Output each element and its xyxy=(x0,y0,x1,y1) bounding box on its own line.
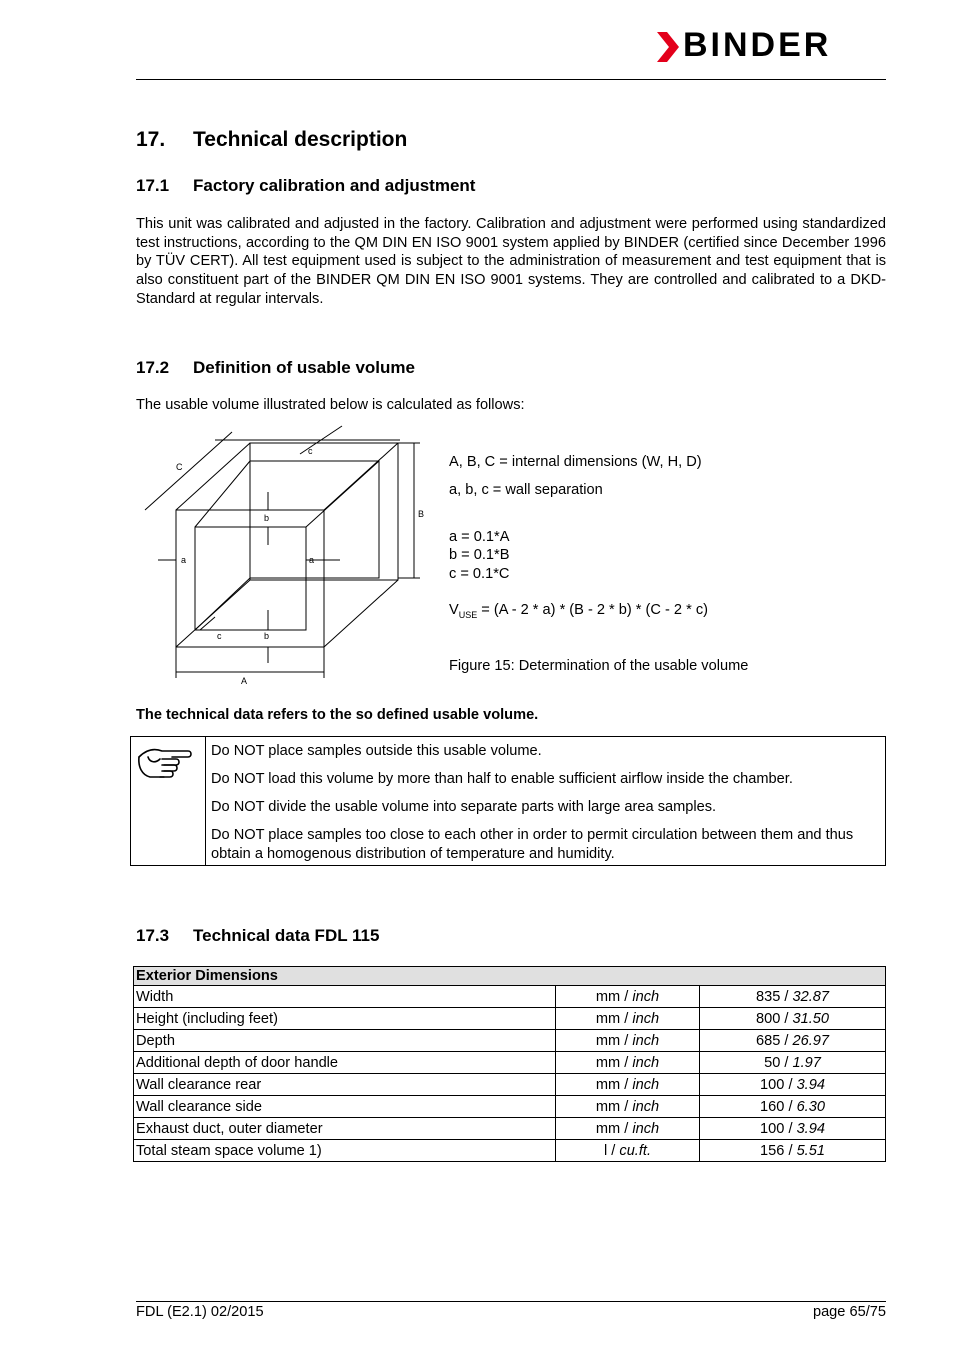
row-label: Width xyxy=(134,986,556,1008)
label-b-bottom: b xyxy=(264,631,270,641)
usable-volume-diagram xyxy=(140,420,440,692)
label-a-right: a xyxy=(309,555,315,565)
subsection-heading-17-2: 17.2 Definition of usable volume xyxy=(136,358,415,377)
notice-icon-cell xyxy=(131,737,206,865)
brand-name: BINDER xyxy=(683,26,832,64)
row-label: Total steam space volume 1) xyxy=(134,1140,556,1162)
footer-document-id: FDL (E2.1) 02/2015 xyxy=(136,1304,264,1320)
table-row xyxy=(134,1030,886,1052)
notice-line: Do NOT divide the usable volume into separate parts with large area samples. xyxy=(211,799,717,815)
table-row xyxy=(134,1052,886,1074)
row-unit: mm / inch xyxy=(556,1008,700,1030)
table-row xyxy=(134,1074,886,1096)
row-unit: mm / inch xyxy=(556,1118,700,1140)
notice-line: Do NOT place samples outside this usable volume. xyxy=(211,743,542,759)
notice-line: Do NOT place samples too close to each other in order to permit circulation between them and thus obtain a homogenous distribution of temperature and humidity. xyxy=(211,827,854,862)
row-value: 100 / 3.94 xyxy=(700,1074,886,1096)
legend-dimensions: A, B, C = internal dimensions (W, H, D) xyxy=(449,454,702,470)
figure-caption: Figure 15: Determination of the usable volume xyxy=(449,658,749,674)
footer-divider xyxy=(136,1301,886,1302)
row-label: Height (including feet) xyxy=(134,1008,556,1030)
row-value: 50 / 1.97 xyxy=(700,1052,886,1074)
calibration-paragraph: This unit was calibrated and adjusted in the factory. Calibration and adjustment were performed using standardized test instructions, according to the QM DIN EN ISO 9001 system applied by BINDER (certified since December 1996 by TÜV CERT). All test equipment used is subject to the administration of measurement and test equipment that is also constituent part of the BINDER QM DIN EN ISO 9001 systems. They are controlled and calibrated to a DKD-Standard at regular intervals. xyxy=(136,216,886,307)
row-value: 156 / 5.51 xyxy=(700,1140,886,1162)
pointing-hand-icon xyxy=(136,743,194,783)
notice-lines xyxy=(211,742,876,873)
header-divider xyxy=(136,79,886,80)
binder-logo xyxy=(655,26,887,64)
row-unit: mm / inch xyxy=(556,986,700,1008)
label-a-left: a xyxy=(181,555,187,565)
subsection-heading-17-3: 17.3 Technical data FDL 115 xyxy=(136,926,380,945)
row-value: 100 / 3.94 xyxy=(700,1118,886,1140)
table-row xyxy=(134,1096,886,1118)
label-c-bottom: c xyxy=(217,631,222,641)
label-b-top: b xyxy=(264,513,270,523)
row-value: 160 / 6.30 xyxy=(700,1096,886,1118)
row-unit: mm / inch xyxy=(556,1096,700,1118)
table-row xyxy=(134,986,886,1008)
legend-wall-separation: a, b, c = wall separation xyxy=(449,482,603,498)
subsection-heading-17-1: 17.1 Factory calibration and adjustment xyxy=(136,176,476,195)
table-section-row xyxy=(134,967,886,986)
binder-chevron-icon xyxy=(655,30,681,64)
usable-volume-formula: $V_{USE} = (A - 2 * a) * (B - 2 * b) * (C - 2 * c)$ xyxy=(449,602,708,620)
row-label: Wall clearance side xyxy=(134,1096,556,1118)
row-unit: mm / inch xyxy=(556,1074,700,1096)
label-c-top: c xyxy=(308,446,313,456)
equation-b: b = 0.1*B xyxy=(449,547,510,563)
row-label: Depth xyxy=(134,1030,556,1052)
usable-volume-intro: The usable volume illustrated below is calculated as follows: xyxy=(136,397,525,413)
row-value: 835 / 32.87 xyxy=(700,986,886,1008)
notice-box xyxy=(130,736,886,866)
row-label: Exhaust duct, outer diameter xyxy=(134,1118,556,1140)
row-unit: mm / inch xyxy=(556,1052,700,1074)
notice-line: Do NOT load this volume by more than half to enable sufficient airflow inside the chamber. xyxy=(211,771,793,787)
footer-page-number: page 65/75 xyxy=(812,1304,886,1320)
row-unit: mm / inch xyxy=(556,1030,700,1052)
technical-data-note: The technical data refers to the so defined usable volume. xyxy=(136,707,539,723)
row-value: 685 / 26.97 xyxy=(700,1030,886,1052)
label-A: A xyxy=(241,676,248,686)
label-B: B xyxy=(418,509,425,519)
row-value: 800 / 31.50 xyxy=(700,1008,886,1030)
table-row xyxy=(134,1008,886,1030)
row-unit: l / cu.ft. xyxy=(556,1140,700,1162)
technical-data-table xyxy=(133,966,886,1162)
table-row xyxy=(134,1140,886,1162)
row-label: Wall clearance rear xyxy=(134,1074,556,1096)
label-C: C xyxy=(176,462,183,472)
row-label: Additional depth of door handle xyxy=(134,1052,556,1074)
equation-a: a = 0.1*A xyxy=(449,529,510,545)
equation-c: c = 0.1*C xyxy=(449,566,510,582)
table-row xyxy=(134,1118,886,1140)
section-heading: 17. Technical description xyxy=(136,128,408,151)
table-section-title: Exterior Dimensions xyxy=(134,967,886,986)
